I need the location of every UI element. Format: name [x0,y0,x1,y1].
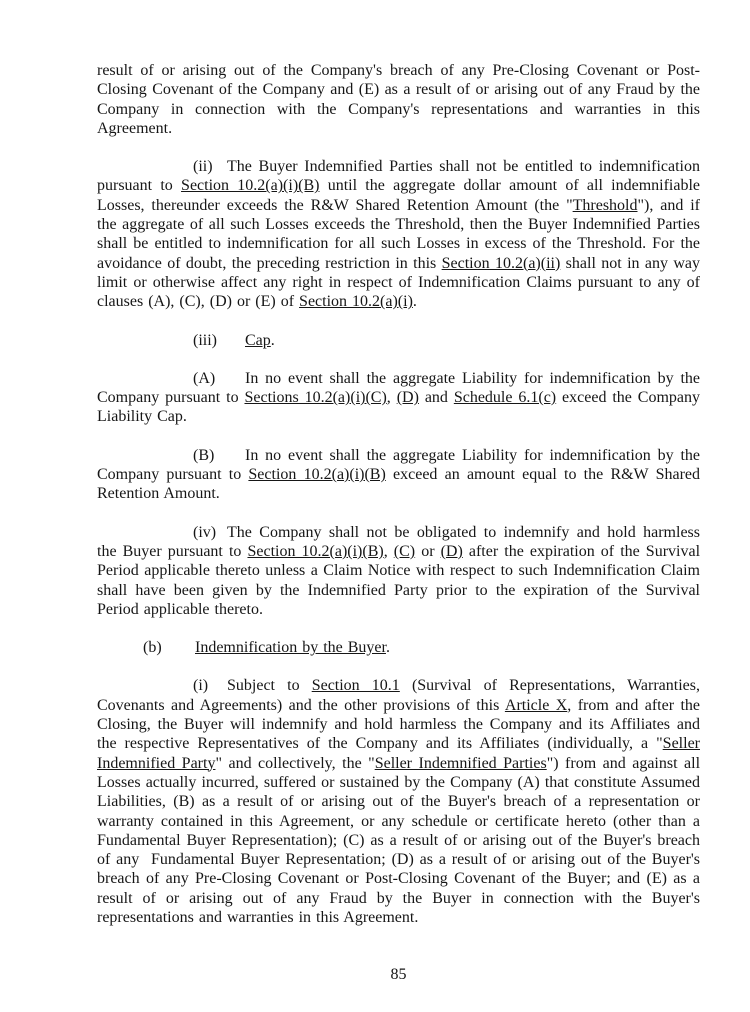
page-content [97,61,700,946]
text-run: In no event shall the aggregate Liability for indemnification by the Company pursuant to [97,369,700,407]
text-run: In no event shall the aggregate Liability for indemnification by the Company pursuant to [97,446,700,484]
text-run: Subject to [227,677,312,695]
cross-reference: Sections 10.2(a)(i)(C) [244,389,387,407]
cross-reference: (D) [440,542,463,560]
clause-label: (A) [193,369,216,387]
text-run: The Buyer Indemnified Parties shall not be entitled to indemnification pursuant to [97,158,700,195]
text-run: The Company shall not be obligated to indemnify and hold harmless the Buyer pursuant to [97,523,700,560]
text-run: , [383,542,394,560]
text-run: result of or arising out of the Company's breach of any Pre-Closing Covenant or Post-Closing Covenant of the Company and (E) as a result of or arising out of any Fraud by the Company in connection with the Company's representations and warranties in this Agreement. [97,62,700,137]
text-run: , [386,389,397,407]
cross-reference: Seller Indemnified Parties [374,754,547,772]
text-run: (Survival of Representations, Warranties, Covenants and Agreements) and the other provisions of this [97,677,700,714]
cross-reference: Schedule 6.1(c) [453,389,557,407]
text-run: exceed an amount equal to the R&W Shared Retention Amount. [97,466,701,503]
clause-label: (B) [193,446,215,464]
cross-reference: Indemnification by the Buyer [195,639,386,657]
paragraph-clause-iii-cap [97,331,700,350]
paragraph-clause-ii [97,157,700,311]
text-run: . [270,331,275,349]
cross-reference: (C) [393,542,416,560]
cross-reference: Section 10.2(a)(i)(B) [181,177,320,195]
clause-label: (iii) [193,331,217,349]
paragraph-clause-iv [97,523,700,619]
cross-reference: Section 10.2(a)(i) [299,293,413,311]
cross-reference: Section 10.2(a)(ii) [441,254,561,272]
paragraph-clause-b-heading [97,638,700,657]
cross-reference: Section 10.1 [311,677,400,695]
cross-reference: Cap [245,331,271,349]
page-number: 85 [390,966,407,983]
cross-reference: Seller Indemnified Party [97,735,700,772]
text-run: and [418,389,454,407]
clause-label: (i) [193,677,209,695]
text-run: exceed the Company Liability Cap. [97,389,701,426]
text-run: or [415,542,441,560]
text-run: shall not in any way limit or otherwise affect any right in respect of Indemnification Claims pursuant to any of clauses (A), (C), (D) or (E) of [97,254,700,311]
cross-reference: Threshold [572,196,638,214]
text-run: , from and after the Closing, the Buyer will indemnify and hold harmless the Company and its Affiliates and the respective Representatives of the Company and its Affiliates (individually, a " [97,696,700,753]
paragraph-continuation [97,61,700,138]
cross-reference: Article X [504,696,568,714]
paragraph-clause-iii-a [97,369,700,427]
text-run: . [385,639,390,657]
text-run: . [412,293,417,311]
text-run: " and collectively, the " [215,754,375,772]
paragraph-clause-iii-b [97,446,700,504]
text-run: until the aggregate dollar amount of all indemnifiable Losses, thereunder exceeds the R&W Shared Retention Amount (the " [97,177,701,214]
clause-label: (ii) [193,158,213,176]
clause-label: (iv) [193,523,217,541]
text-run: ") from and against all Losses actually incurred, suffered or sustained by the Company (A) that constitute Assumed Liabilities, (B) as a result of or arising out of the Buyer's breach of a representation or warranty contained in this Agreement, or any schedule or certificate hereto (other than a Fundamental Buyer Representation); (C) as a result of or arising out of the Buyer's breach of any Fundamental Buyer Representation; (D) as a result of or arising out of the Buyer's breach of any Pre-Closing Covenant or Post-Closing Covenant of the Buyer; and (E) as a result of or arising out of any Fraud by the Buyer in connection with the Buyer's representations and warranties in this Agreement. [97,754,701,926]
clause-label: (b) [143,639,162,657]
paragraph-clause-b-i [97,676,700,927]
text-run: "), and if the aggregate of all such Losses exceeds the Threshold, then the Buyer Indemnified Parties shall be entitled to indemnification for all such Losses in excess of the Threshold. For the avoidance of doubt, the preceding restriction in this [97,196,700,272]
cross-reference: Section 10.2(a)(i)(B) [247,542,384,560]
cross-reference: Section 10.2(a)(i)(B) [248,466,386,484]
cross-reference: (D) [396,389,419,407]
text-run: after the expiration of the Survival Period applicable thereto unless a Claim Notice with respect to such Indemnification Claim shall have been given by the Indemnified Party prior to the expiration of the Survival Period applicable thereto. [97,542,701,618]
